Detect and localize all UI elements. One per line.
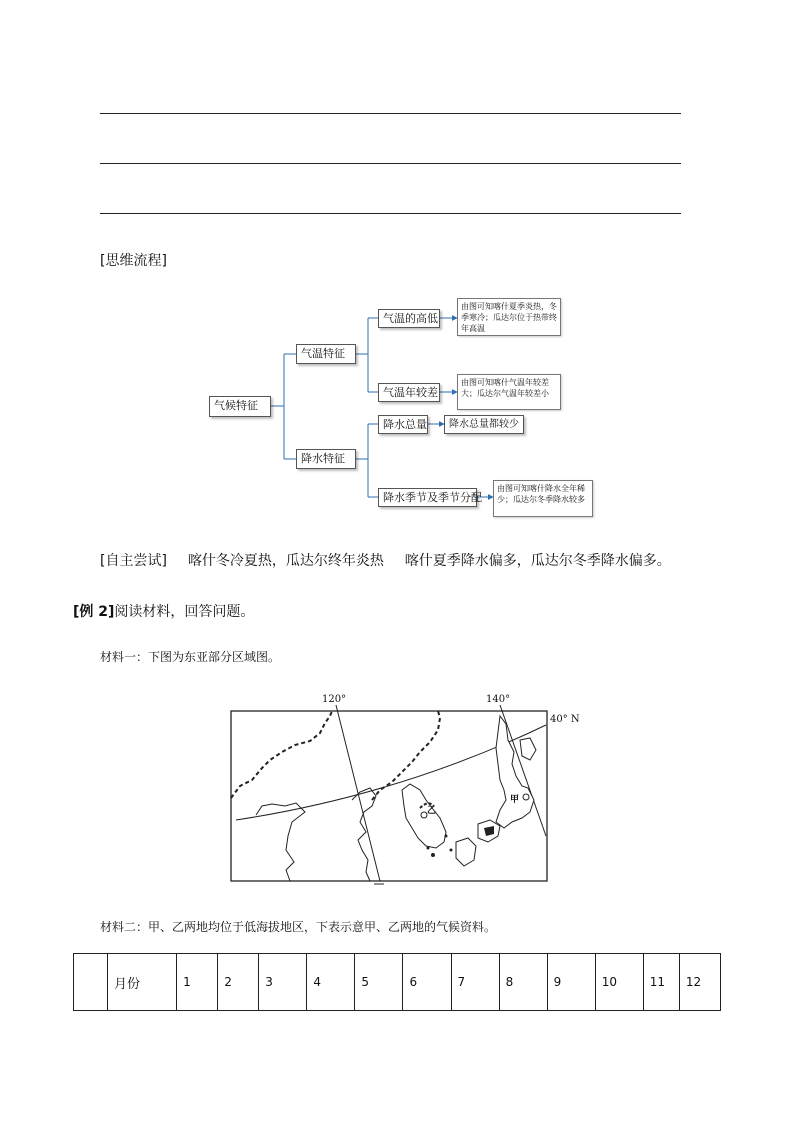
table-cell: 5 [355,954,403,1011]
map-lon-120: 120° [322,694,347,705]
material-1: 材料一：下图为东亚部分区域图。 [100,650,281,664]
note-temp-range: 由图可知喀什气温年较差大；瓜达尔气温年较差小 [457,374,561,410]
flow-title: [思维流程] [100,253,167,269]
table-header-month: 月份 [108,954,177,1011]
example-prompt: 阅读材料，回答问题。 [114,604,255,620]
self-try-answer-2: 喀什夏季降水偏多，瓜达尔冬季降水偏多。 [404,553,671,569]
map-lon-140: 140° [486,694,511,705]
material-2: 材料二：甲、乙两地均位于低海拔地区，下表示意甲、乙两地的气候资料。 [100,920,497,934]
climate-table [73,953,721,1011]
self-try-answer-1: 喀什冬冷夏热，瓜达尔终年炎热 [187,553,384,569]
table-cell: 3 [259,954,307,1011]
map-place-yi: 乙 [427,806,437,816]
note-temp-level: 由图可知喀什夏季炎热，冬季寒冷；瓜达尔位于热带终年高温 [457,298,561,336]
note-precip-total: 降水总量都较少 [444,415,524,434]
node-precipitation: 降水特征 [296,449,356,469]
table-cell: 12 [679,954,720,1011]
map-lat-40n: 40° N [550,714,580,725]
example-label: [例 2] [73,604,115,620]
table-cell: 8 [499,954,547,1011]
table-row [74,954,721,1011]
table-blank-cell [74,954,108,1011]
note-precip-season: 由图可知喀什降水全年稀少；瓜达尔冬季降水较多 [493,480,593,517]
table-cell: 2 [218,954,259,1011]
table-cell: 1 [177,954,218,1011]
table-cell: 7 [451,954,499,1011]
node-temp-level: 气温的高低 [378,309,440,328]
node-temperature: 气温特征 [296,344,356,364]
node-temp-range: 气温年较差 [378,383,440,402]
table-cell: 11 [643,954,679,1011]
node-precip-season: 降水季节及季节分配 [378,488,477,507]
table-cell: 4 [307,954,355,1011]
node-climate: 气候特征 [209,396,271,417]
table-cell: 6 [403,954,451,1011]
table-cell: 10 [595,954,643,1011]
map-place-jia: 甲 [510,795,520,805]
self-try-label: [自主尝试] [100,553,167,569]
node-precip-total: 降水总量 [378,415,428,434]
table-cell: 9 [547,954,595,1011]
